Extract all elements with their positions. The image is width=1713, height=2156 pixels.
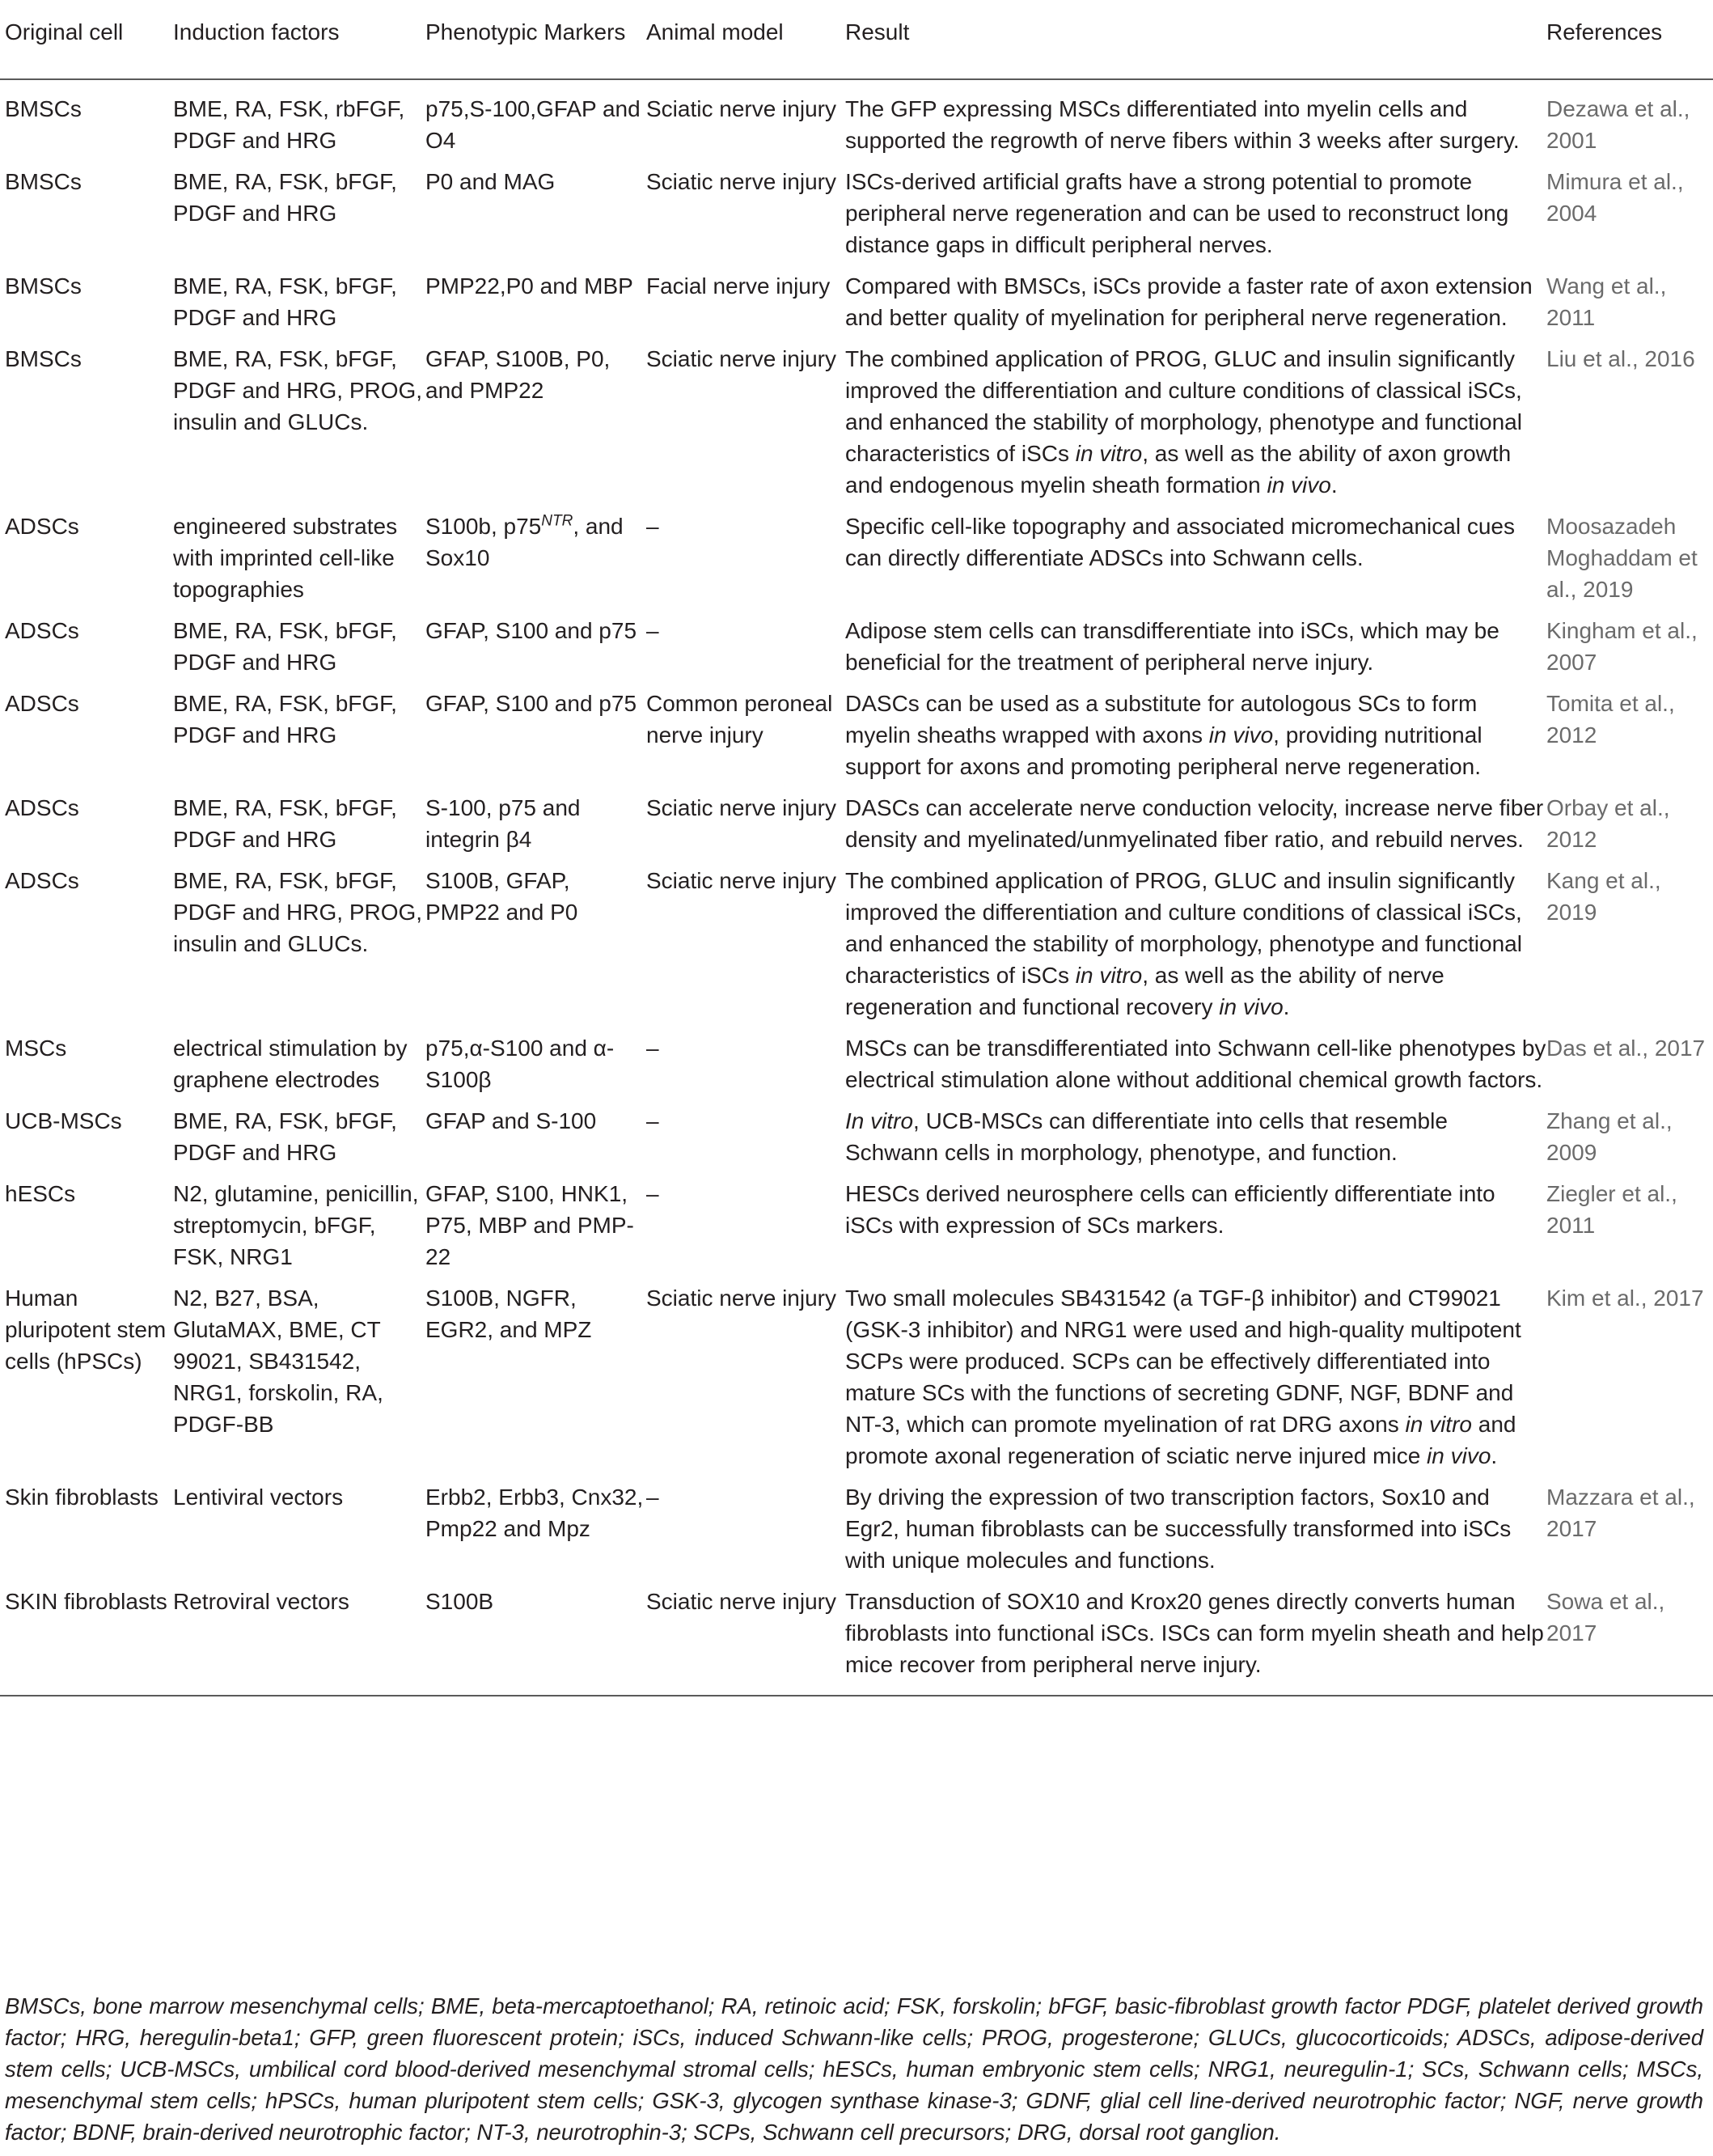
cell-reference: Das et al., 2017 bbox=[1546, 1036, 1706, 1061]
table-row bbox=[0, 860, 1713, 1027]
cell-markers: p75,S-100,GFAP and O4 bbox=[425, 96, 641, 153]
cell-original-cell: MSCs bbox=[5, 1036, 67, 1061]
cell-markers: S100B bbox=[425, 1581, 646, 1696]
cell-induction-factors: BME, RA, FSK, bFGF, PDGF and HRG bbox=[173, 1108, 397, 1165]
cell-reference: Zhang et al., 2009 bbox=[1546, 1108, 1673, 1165]
cell-reference: Moosazadeh Moghaddam et al., 2019 bbox=[1546, 514, 1698, 602]
cell-result: Adipose stem cells can transdifferentiate into iSCs, which may be beneficial for the treatment of peripheral nerve injury. bbox=[845, 618, 1499, 675]
cell-induction-factors: Lentiviral vectors bbox=[173, 1485, 344, 1510]
cell-original-cell: ADSCs bbox=[5, 868, 79, 893]
table-row bbox=[0, 610, 1713, 683]
cell-reference: Kim et al., 2017 bbox=[1546, 1286, 1704, 1311]
cell-reference: Tomita et al., 2012 bbox=[1546, 691, 1675, 748]
cell-markers: S100B, GFAP, PMP22 and P0 bbox=[425, 868, 578, 925]
cell-induction-factors: Retroviral vectors bbox=[173, 1581, 425, 1696]
table-row bbox=[0, 79, 1713, 161]
cell-result: HESCs derived neurosphere cells can efficiently differentiate into iSCs with expression of SCs markers. bbox=[845, 1181, 1495, 1238]
cell-induction-factors: N2, B27, BSA, GlutaMAX, BME, CT 99021, SB431542, NRG1, forskolin, RA, PDGF-BB bbox=[173, 1286, 383, 1437]
table-row bbox=[0, 1476, 1713, 1581]
cell-original-cell: SKIN fibroblasts bbox=[0, 1581, 173, 1696]
cell-result: The GFP expressing MSCs differentiated into myelin cells and supported the regrowth of nerve fibers within 3 weeks after surgery. bbox=[845, 96, 1520, 153]
cell-reference: Wang et al., 2011 bbox=[1546, 273, 1667, 330]
cell-reference: Dezawa et al., 2001 bbox=[1546, 96, 1690, 153]
cell-induction-factors: BME, RA, FSK, bFGF, PDGF and HRG bbox=[173, 795, 397, 852]
cell-markers: S100B, NGFR, EGR2, and MPZ bbox=[425, 1286, 592, 1342]
cell-induction-factors: BME, RA, FSK, bFGF, PDGF and HRG bbox=[173, 169, 397, 226]
cell-result: DASCs can be used as a substitute for autologous SCs to form myelin sheaths wrapped with axons in vivo, providing nutritional support for axons and promoting peripheral nerve regeneration. bbox=[845, 691, 1482, 779]
cell-markers: GFAP, S100 and p75 bbox=[425, 691, 637, 716]
cell-animal-model: Sciatic nerve injury bbox=[646, 1286, 836, 1311]
cell-animal-model: – bbox=[646, 1036, 659, 1061]
cell-markers: GFAP and S-100 bbox=[425, 1108, 597, 1133]
cell-animal-model: Sciatic nerve injury bbox=[646, 96, 836, 121]
header-row bbox=[0, 0, 1713, 79]
cell-reference: Kang et al., 2019 bbox=[1546, 868, 1661, 925]
cell-reference: Mazzara et al., 2017 bbox=[1546, 1485, 1695, 1541]
cell-markers: GFAP, S100 and p75 bbox=[425, 618, 637, 643]
cell-markers: GFAP, S100, HNK1, P75, MBP and PMP-22 bbox=[425, 1181, 634, 1269]
cell-result: ISCs-derived artificial grafts have a strong potential to promote peripheral nerve regeneration and can be used to reconstruct long distance gaps in difficult peripheral nerves. bbox=[845, 169, 1509, 257]
cell-animal-model: – bbox=[646, 618, 659, 643]
cell-markers: S100b, $p75^{NTR}$, and Sox10 bbox=[425, 512, 624, 570]
cell-result: The combined application of PROG, GLUC and insulin significantly improved the differentiation and culture conditions of classical iSCs, and enhanced the stability of morphology, phenotype and functional characteristics of iSCs in vitro, as well as the ability of nerve regeneration and functional recovery in vivo. bbox=[845, 868, 1522, 1019]
table-row bbox=[0, 787, 1713, 860]
table-row bbox=[0, 1027, 1713, 1100]
cell-original-cell: Skin fibroblasts bbox=[5, 1485, 159, 1510]
cell-induction-factors: engineered substrates with imprinted cell-like topographies bbox=[173, 514, 398, 602]
cell-animal-model: Sciatic nerve injury bbox=[646, 169, 836, 194]
cell-animal-model: Sciatic nerve injury bbox=[646, 1581, 845, 1696]
cell-reference: Mimura et al., 2004 bbox=[1546, 169, 1684, 226]
cell-animal-model: – bbox=[646, 1108, 659, 1133]
cell-result: Specific cell-like topography and associated micromechanical cues can directly differentiate ADSCs into Schwann cells. bbox=[845, 514, 1515, 570]
cell-original-cell: BMSCs bbox=[5, 96, 82, 121]
table-footnote: BMSCs, bone marrow mesenchymal cells; BME, beta-mercaptoethanol; RA, retinoic acid; FSK, forskolin; bFGF, basic-fibroblast growth factor PDGF, platelet derived growth factor; HRG, heregulin-beta1; GFP, green fluorescent protein; iSCs, induced Schwann-like cells; PROG, progesterone; GLUCs, glucocorticoids; ADSCs, adipose-derived stem cells; UCB-MSCs, umbilical cord blood-derived mesenchymal stromal cells; hESCs, human embryonic stem cells; NRG1, neuregulin-1; SCs, Schwann cells; MSCs, mesenchymal stem cells; hPSCs, human pluripotent stem cells; GSK-3, glycogen synthase kinase-3; GDNF, glial cell line-derived neurotrophic factor; NGF, nerve growth factor; BDNF, brain-derived neurotrophic factor; NT-3, neurotrophin-3; SCPs, Schwann cell precursors; DRG, dorsal root ganglion. bbox=[5, 1993, 1703, 2145]
header-result: Result bbox=[845, 0, 1546, 79]
header-animal-model: Animal model bbox=[646, 0, 845, 79]
table-row bbox=[0, 1100, 1713, 1173]
cell-original-cell: ADSCs bbox=[5, 618, 79, 643]
cell-reference: Liu et al., 2016 bbox=[1546, 346, 1695, 371]
header-references: References bbox=[1546, 0, 1713, 79]
cell-result: By driving the expression of two transcription factors, Sox10 and Egr2, human fibroblasts can be successfully transformed into iSCs with unique molecules and functions. bbox=[845, 1485, 1512, 1573]
cell-original-cell: ADSCs bbox=[5, 514, 79, 539]
table-row bbox=[0, 1173, 1713, 1277]
cell-animal-model: Facial nerve injury bbox=[646, 273, 831, 299]
cell-induction-factors: BME, RA, FSK, bFGF, PDGF and HRG bbox=[173, 273, 397, 330]
table-row bbox=[0, 506, 1713, 610]
cell-induction-factors: BME, RA, FSK, bFGF, PDGF and HRG, PROG, insulin and GLUCs. bbox=[173, 346, 423, 434]
header-induction-factors: Induction factors bbox=[173, 0, 425, 79]
cell-markers: p75,α-S100 and α-S100β bbox=[425, 1036, 615, 1092]
cell-markers: Erbb2, Erbb3, Cnx32, Pmp22 and Mpz bbox=[425, 1485, 644, 1541]
cell-original-cell: BMSCs bbox=[5, 346, 82, 371]
table-row bbox=[0, 161, 1713, 265]
cell-original-cell: UCB-MSCs bbox=[5, 1108, 122, 1133]
cell-animal-model: – bbox=[646, 1181, 659, 1206]
cell-original-cell: ADSCs bbox=[5, 691, 79, 716]
table-row bbox=[0, 1277, 1713, 1476]
cell-original-cell: BMSCs bbox=[5, 273, 82, 299]
cell-induction-factors: BME, RA, FSK, bFGF, PDGF and HRG bbox=[173, 618, 397, 675]
cell-markers: PMP22,P0 and MBP bbox=[425, 273, 633, 299]
cell-reference: Ziegler et al., 2011 bbox=[1546, 1181, 1677, 1238]
cell-induction-factors: BME, RA, FSK, bFGF, PDGF and HRG bbox=[173, 691, 397, 748]
cell-induction-factors: BME, RA, FSK, bFGF, PDGF and HRG, PROG, insulin and GLUCs. bbox=[173, 868, 423, 956]
cell-animal-model: – bbox=[646, 514, 659, 539]
cell-result: Transduction of SOX10 and Krox20 genes directly converts human fibroblasts into functional iSCs. ISCs can form myelin sheath and help mice recover from peripheral nerve injury. bbox=[845, 1581, 1546, 1696]
cell-original-cell: ADSCs bbox=[5, 795, 79, 820]
cell-animal-model: Sciatic nerve injury bbox=[646, 868, 836, 893]
cell-animal-model: Sciatic nerve injury bbox=[646, 346, 836, 371]
cell-reference: Kingham et al., 2007 bbox=[1546, 618, 1698, 675]
cell-result: In vitro, UCB-MSCs can differentiate into cells that resemble Schwann cells in morphology, phenotype, and function. bbox=[845, 1108, 1448, 1165]
cell-markers: GFAP, S100B, P0, and PMP22 bbox=[425, 346, 611, 403]
cell-result: The combined application of PROG, GLUC and insulin significantly improved the differentiation and culture conditions of classical iSCs, and enhanced the stability of morphology, phenotype and functional characteristics of iSCs in vitro, as well as the ability of axon growth and endogenous myelin sheath formation in vivo. bbox=[845, 346, 1522, 498]
cell-induction-factors: BME, RA, FSK, rbFGF, PDGF and HRG bbox=[173, 96, 405, 153]
cell-original-cell: BMSCs bbox=[5, 169, 82, 194]
cell-original-cell: hESCs bbox=[5, 1181, 76, 1206]
cell-animal-model: Sciatic nerve injury bbox=[646, 795, 836, 820]
table-row bbox=[0, 1581, 1713, 1696]
cell-reference: Orbay et al., 2012 bbox=[1546, 795, 1670, 852]
table-row bbox=[0, 338, 1713, 506]
cell-result: Two small molecules SB431542 (a TGF-β inhibitor) and CT99021 (GSK-3 inhibitor) and NRG1 were used and high-quality multipotent SCPs were produced. SCPs can be effectively differentiated into mature SCs with the functions of secreting GDNF, NGF, BDNF and NT-3, which can promote myelination of rat DRG axons in vitro and promote axonal regeneration of sciatic nerve injured mice in vivo. bbox=[845, 1286, 1521, 1468]
cell-animal-model: Common peroneal nerve injury bbox=[646, 691, 833, 748]
table-row bbox=[0, 265, 1713, 338]
cell-induction-factors: electrical stimulation by graphene electrodes bbox=[173, 1036, 408, 1092]
cell-result: DASCs can accelerate nerve conduction velocity, increase nerve fiber density and myelinated/unmyelinated fiber ratio, and rebuild nerves. bbox=[845, 795, 1544, 852]
cell-result: Compared with BMSCs, iSCs provide a faster rate of axon extension and better quality of myelination for peripheral nerve regeneration. bbox=[845, 273, 1533, 330]
cell-original-cell: Human pluripotent stem cells (hPSCs) bbox=[5, 1286, 167, 1374]
cell-markers: P0 and MAG bbox=[425, 169, 556, 194]
header-original-cell: Original cell bbox=[0, 0, 173, 79]
cell-reference: Sowa et al., 2017 bbox=[1546, 1581, 1713, 1696]
cell-induction-factors: N2, glutamine, penicillin, streptomycin, bFGF, FSK, NRG1 bbox=[173, 1181, 419, 1269]
header-phenotypic-markers: Phenotypic Markers bbox=[425, 0, 646, 79]
table-row bbox=[0, 683, 1713, 787]
cell-animal-model: – bbox=[646, 1485, 659, 1510]
cell-result: MSCs can be transdifferentiated into Schwann cell-like phenotypes by electrical stimulation alone without additional chemical growth factors. bbox=[845, 1036, 1546, 1092]
cell-markers: S-100, p75 and integrin β4 bbox=[425, 795, 581, 852]
